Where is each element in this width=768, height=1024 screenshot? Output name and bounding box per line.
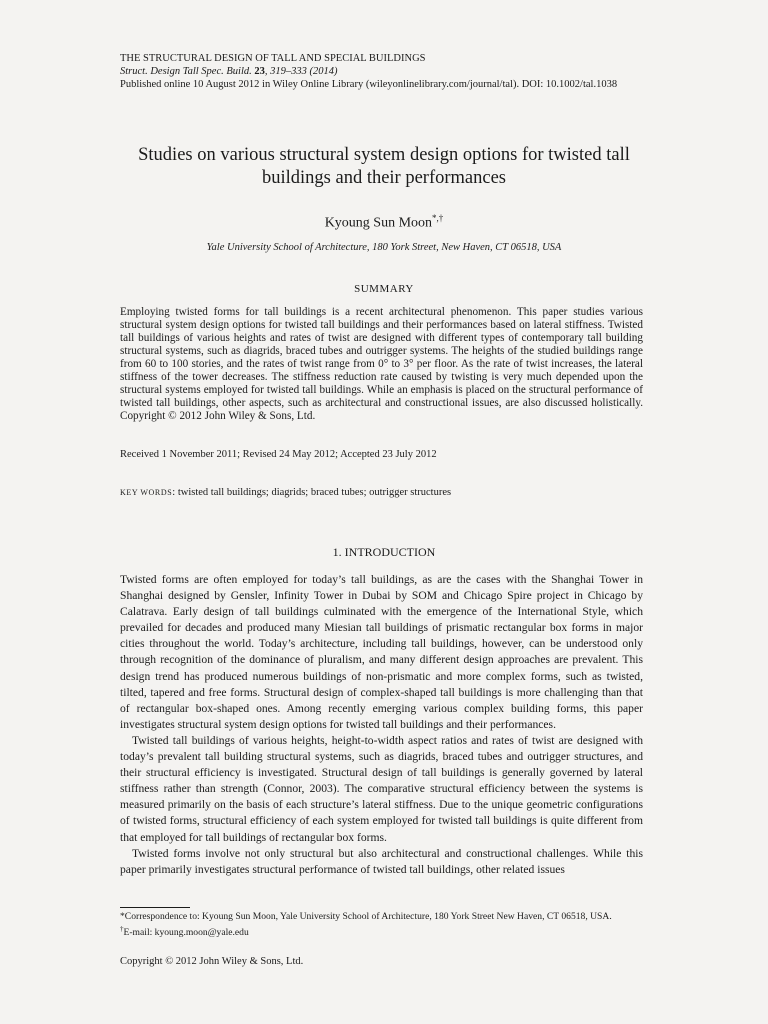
- running-head: [120, 52, 660, 91]
- footnotes: [120, 911, 660, 939]
- pages-year: , 319–333 (2014): [264, 66, 338, 77]
- citation-abbrev: Struct. Design Tall Spec. Build.: [120, 66, 252, 77]
- correspondence-footnote: *Correspondence to: Kyoung Sun Moon, Yale University School of Architecture, 180 York Street New Haven, CT 06518, USA.: [120, 911, 612, 922]
- journal-citation: [120, 65, 660, 78]
- author-line: [0, 213, 768, 232]
- copyright-notice: Copyright © 2012 John Wiley & Sons, Ltd.: [120, 956, 304, 967]
- summary-text: Employing twisted forms for tall buildings is a recent architectural phenomenon. This paper studies various structural system design options for twisted tall buildings and their performances based on lateral stiffness. Twisted tall buildings of various heights and rates of twist are designed with different types of contemporary tall building structural systems, such as diagrids, braced tubes and outrigger systems. The heights of the studied buildings range from 60 to 100 stories, and the rates of twist range from 0° to 3° per floor. As the rate of twist increases, the lateral stiffness of the tower decreases. The stiffness reduction rate caused by twisting is very much depended upon the structural systems employed for twisted tall buildings. While an emphasis is placed on the structural performance of twisted tall buildings, other aspects, such as architectural and constructional issues, are also discussed holistically. Copyright © 2012 John Wiley & Sons, Ltd.: [120, 306, 643, 422]
- keywords: [120, 487, 643, 498]
- intro-paragraph-1: Twisted forms are often employed for today’s tall buildings, as are the cases with the Shanghai Tower in Shanghai designed by Gensler, Infinity Tower in Dubai by SOM and Chicago Spire project in Chicago by Calatrava. Early design of tall buildings culminated with the emergence of the International Style, which prevailed for decades and produced many Miesian tall buildings of prismatic rectangular box forms in major cities throughout the world. Today’s architecture, including tall buildings, however, can be understood only through recognition of the dominance of pluralism, and many different design approaches are prevalent. This design trend has produced numerous buildings of non-prismatic and more complex forms, such as twisted, tilted, tapered and free forms. Structural design of complex-shaped tall buildings is more challenging than that of rectangular box-shaped ones. Among recently emerging various complex building forms, this paper investigates structural system design options for twisted tall buildings and their performances.: [120, 573, 643, 731]
- footnote-divider: [120, 907, 190, 908]
- volume-number: 23: [254, 66, 265, 77]
- email-footnote: [120, 923, 660, 939]
- publication-info: Published online 10 August 2012 in Wiley Online Library (wileyonlinelibrary.com/journal/tal). DOI: 10.1002/tal.1038: [120, 79, 618, 90]
- author-marks: *,†: [432, 213, 444, 223]
- summary-heading: SUMMARY: [354, 283, 414, 295]
- introduction-body: [120, 572, 643, 878]
- intro-paragraph-3: Twisted forms involve not only structural but also architectural and constructional challenges. While this paper primarily investigates structural performance of twisted tall buildings, other related issues: [120, 846, 643, 876]
- section-heading-introduction: 1. INTRODUCTION: [332, 545, 436, 559]
- article-title: [100, 144, 668, 190]
- email-text: E-mail: kyoung.moon@yale.edu: [123, 927, 249, 939]
- author-name: Kyoung Sun Moon: [324, 215, 433, 231]
- received-dates: Received 1 November 2011; Revised 24 May 2012; Accepted 23 July 2012: [120, 449, 437, 460]
- keywords-label: KEY WORDS: [120, 488, 173, 497]
- email-mark: †: [120, 925, 124, 933]
- intro-paragraph-2: Twisted tall buildings of various heights, height-to-width aspect ratios and rates of twist are designed with today’s prevalent tall building structural systems, such as diagrids, braced tubes and outrigger structures, and their structural efficiency is investigated. Structural design of tall buildings is generally governed by lateral stiffness rather than strength (Connor, 2003). The comparative structural efficiency between the systems is measured primarily on the basis of each structure’s lateral stiffness. Due to the unique geometric configurations of twisted forms, structural efficiency of each system employed for twisted tall buildings is quite different from that employed for tall buildings of rectangular box forms.: [120, 733, 643, 844]
- affiliation: Yale University School of Architecture, 180 York Street, New Haven, CT 06518, USA: [206, 242, 562, 253]
- keywords-text: : twisted tall buildings; diagrids; braced tubes; outrigger structures: [172, 487, 452, 498]
- title-line-2: buildings and their performances: [261, 168, 507, 188]
- title-line-1: Studies on various structural system design options for twisted tall: [138, 145, 630, 165]
- journal-title: THE STRUCTURAL DESIGN OF TALL AND SPECIAL BUILDINGS: [120, 53, 426, 64]
